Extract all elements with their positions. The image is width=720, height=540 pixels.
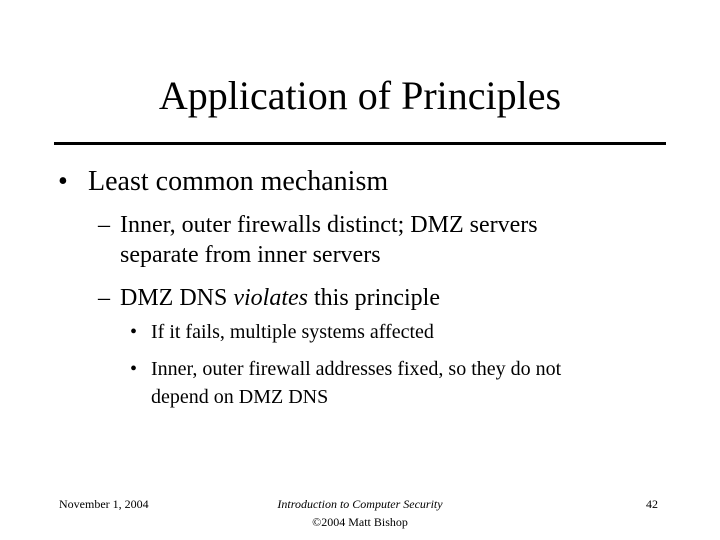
footer-page-number: 42	[646, 497, 658, 511]
footer-copyright: ©2004 Matt Bishop	[312, 515, 408, 529]
bullet-marker: •	[58, 166, 68, 197]
slide-title: Application of Principles	[158, 73, 562, 118]
subbullet-dmz-dns	[120, 283, 440, 313]
subsubbullet-marker: •	[130, 321, 138, 343]
subsubbullet-addresses-line1: Inner, outer firewall addresses fixed, so they do not	[151, 358, 562, 380]
title-underline	[54, 142, 666, 145]
subbullet-dmz-dns-after: this principle	[308, 285, 440, 311]
footer-course-title	[210, 496, 510, 530]
footer-course: Introduction to Computer Security	[277, 497, 443, 511]
subbullet-marker: –	[98, 285, 110, 311]
subbullet-firewalls-line2: separate from inner servers	[120, 242, 381, 268]
subsubbullet-addresses-line2: depend on DMZ DNS	[151, 386, 329, 408]
subbullet-firewalls-line1: Inner, outer firewalls distinct; DMZ servers	[120, 212, 538, 238]
subsubbullet-marker: •	[130, 358, 138, 380]
subsubbullet-failure: If it fails, multiple systems affected	[151, 321, 434, 343]
footer-date: November 1, 2004	[59, 497, 149, 511]
subbullet-dmz-dns-emphasis: violates	[233, 285, 308, 311]
subbullet-marker: –	[98, 212, 110, 238]
subbullet-dmz-dns-before: DMZ DNS	[120, 285, 234, 311]
bullet-least-common-mechanism: Least common mechanism	[88, 166, 389, 197]
